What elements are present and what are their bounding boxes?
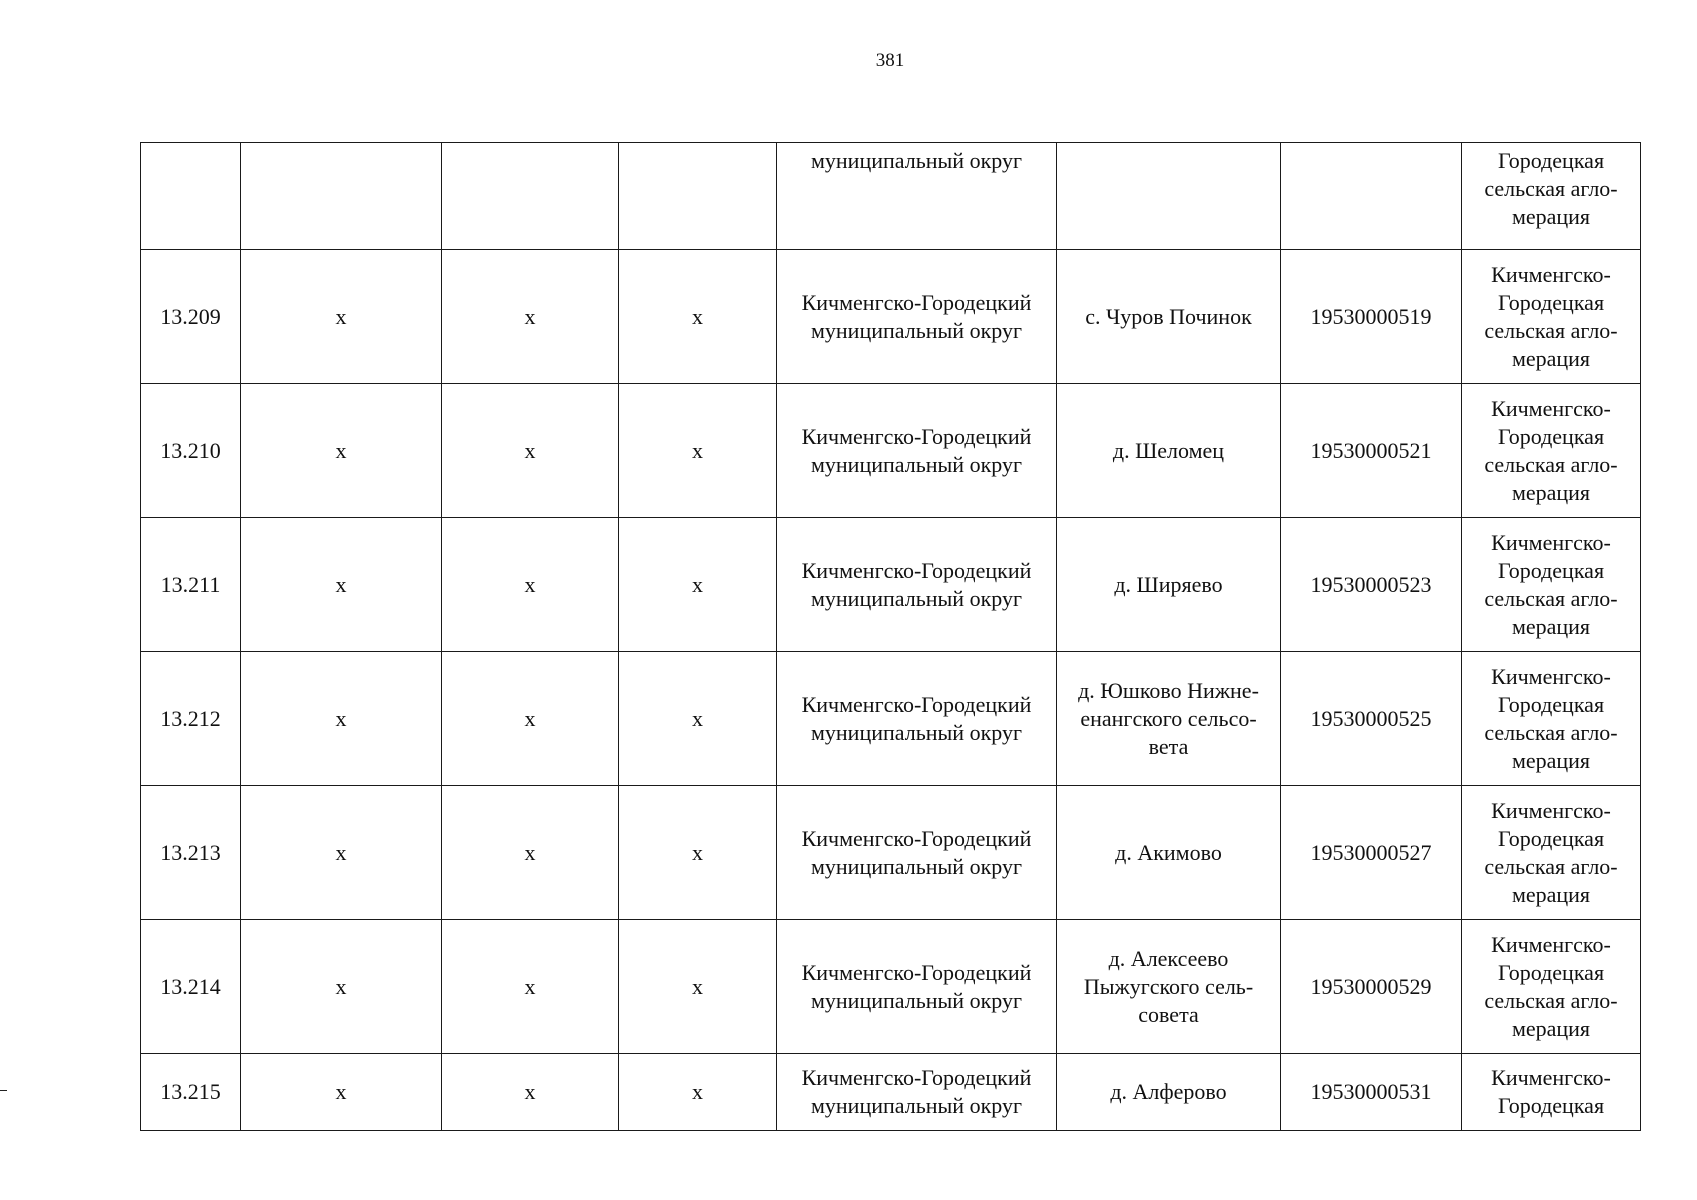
- table-row: [141, 250, 1641, 384]
- cell-locality: [1057, 786, 1281, 920]
- locality-line: д. Юшково Нижне-: [1078, 677, 1259, 703]
- district-line: муниципальный округ: [810, 719, 1022, 745]
- cell-locality: [1057, 143, 1281, 250]
- cell-district: [777, 250, 1057, 384]
- agglomeration-line: Кичменгско-: [1491, 797, 1611, 823]
- district-line: Кичменгско-Городецкий: [801, 289, 1032, 315]
- settlements-table: [140, 142, 1641, 1131]
- cell-num: 13.214: [141, 920, 241, 1054]
- agglomeration-line: сельская агло-: [1484, 176, 1618, 201]
- cell-col4: х: [619, 920, 777, 1054]
- agglomeration-line: сельская агло-: [1484, 317, 1618, 343]
- locality-line: д. Акимово: [1115, 839, 1222, 865]
- cell-col2: х: [241, 1054, 442, 1131]
- cell-col2: х: [241, 786, 442, 920]
- cell-agglomeration: [1462, 518, 1641, 652]
- cell-num: 13.215: [141, 1054, 241, 1131]
- cell-district: [777, 1054, 1057, 1131]
- agglomeration-line: Городецкая: [1497, 148, 1605, 173]
- district-line: муниципальный округ: [810, 317, 1022, 343]
- locality-line: д. Алферово: [1110, 1079, 1227, 1104]
- cell-col3: х: [442, 518, 619, 652]
- cell-agglomeration: [1462, 1054, 1641, 1131]
- table-row: [141, 920, 1641, 1054]
- agglomeration-line: Кичменгско-: [1491, 261, 1611, 287]
- district-line: муниципальный округ: [810, 585, 1022, 611]
- agglomeration-line: Городецкая: [1497, 289, 1605, 315]
- cell-col2: х: [241, 250, 442, 384]
- cell-locality: [1057, 652, 1281, 786]
- agglomeration-line: Городецкая: [1497, 691, 1605, 717]
- cell-agglomeration: [1462, 250, 1641, 384]
- agglomeration-line: мерация: [1511, 613, 1591, 639]
- cell-col3: х: [442, 920, 619, 1054]
- agglomeration-line: сельская агло-: [1484, 853, 1618, 879]
- cell-locality: [1057, 920, 1281, 1054]
- cell-col3: [442, 143, 619, 250]
- locality-line: д. Шеломец: [1112, 437, 1225, 463]
- cell-code: 19530000525: [1281, 652, 1462, 786]
- table-row: [141, 652, 1641, 786]
- locality-line: д. Ширяево: [1114, 571, 1223, 597]
- locality-line: Пыжугского сель-: [1083, 973, 1254, 999]
- locality-line: енангского сельсо-: [1080, 705, 1257, 731]
- cell-col3: х: [442, 786, 619, 920]
- agglomeration-line: Городецкая: [1497, 959, 1605, 985]
- cell-code: 19530000523: [1281, 518, 1462, 652]
- district-line: Кичменгско-Городецкий: [801, 423, 1032, 449]
- cell-num: [141, 143, 241, 250]
- cell-col4: х: [619, 652, 777, 786]
- agglomeration-line: мерация: [1511, 345, 1591, 371]
- cell-col3: х: [442, 384, 619, 518]
- cell-col4: х: [619, 1054, 777, 1131]
- district-line: Кичменгско-Городецкий: [801, 959, 1032, 985]
- locality-line: д. Алексеево: [1108, 945, 1229, 971]
- cell-col4: х: [619, 250, 777, 384]
- cell-col2: х: [241, 518, 442, 652]
- cell-col4: х: [619, 786, 777, 920]
- table-row: [141, 786, 1641, 920]
- cell-agglomeration: [1462, 652, 1641, 786]
- district-line: Кичменгско-Городецкий: [801, 825, 1032, 851]
- locality-line: вета: [1148, 733, 1189, 759]
- agglomeration-line: Кичменгско-: [1491, 395, 1611, 421]
- cell-code: 19530000519: [1281, 250, 1462, 384]
- cell-code: 19530000527: [1281, 786, 1462, 920]
- table-row: [141, 384, 1641, 518]
- cell-district: [777, 518, 1057, 652]
- agglomeration-line: сельская агло-: [1484, 585, 1618, 611]
- page-number: 381: [875, 50, 905, 71]
- cell-district: [777, 652, 1057, 786]
- district-line: муниципальный округ: [810, 1093, 1022, 1118]
- cell-agglomeration: [1462, 143, 1641, 250]
- cell-col3: х: [442, 250, 619, 384]
- agglomeration-line: Кичменгско-: [1491, 663, 1611, 689]
- district-line: Кичменгско-Городецкий: [801, 1065, 1032, 1090]
- cell-district: [777, 920, 1057, 1054]
- district-line: муниципальный округ: [810, 853, 1022, 879]
- table-row-continuation: [141, 143, 1641, 250]
- agglomeration-line: Городецкая: [1497, 825, 1605, 851]
- cell-code: 19530000529: [1281, 920, 1462, 1054]
- table-row: [141, 1054, 1641, 1131]
- agglomeration-line: мерация: [1511, 479, 1591, 505]
- cell-col2: х: [241, 652, 442, 786]
- cell-col2: [241, 143, 442, 250]
- cell-code: 19530000531: [1281, 1054, 1462, 1131]
- district-line: муниципальный округ: [810, 987, 1022, 1013]
- locality-line: с. Чуров Починок: [1085, 303, 1252, 329]
- agglomeration-line: сельская агло-: [1484, 451, 1618, 477]
- cell-num: 13.212: [141, 652, 241, 786]
- cell-locality: [1057, 384, 1281, 518]
- agglomeration-line: мерация: [1511, 204, 1591, 229]
- cell-col4: [619, 143, 777, 250]
- cell-code: [1281, 143, 1462, 250]
- agglomeration-line: Кичменгско-: [1491, 931, 1611, 957]
- agglomeration-line: Городецкая: [1497, 1093, 1605, 1118]
- cell-locality: [1057, 1054, 1281, 1131]
- cell-locality: [1057, 518, 1281, 652]
- cell-code: 19530000521: [1281, 384, 1462, 518]
- agglomeration-line: мерация: [1511, 881, 1591, 907]
- cell-agglomeration: [1462, 786, 1641, 920]
- cell-col3: х: [442, 1054, 619, 1131]
- agglomeration-line: Кичменгско-: [1491, 529, 1611, 555]
- cell-locality: [1057, 250, 1281, 384]
- agglomeration-line: Городецкая: [1497, 557, 1605, 583]
- agglomeration-line: мерация: [1511, 747, 1591, 773]
- district-line: муниципальный округ: [810, 451, 1022, 477]
- cell-agglomeration: [1462, 920, 1641, 1054]
- agglomeration-line: мерация: [1511, 1015, 1591, 1041]
- agglomeration-line: сельская агло-: [1484, 987, 1618, 1013]
- agglomeration-line: сельская агло-: [1484, 719, 1618, 745]
- table-body: [141, 143, 1641, 1131]
- agglomeration-line: Городецкая: [1497, 423, 1605, 449]
- cell-col2: х: [241, 384, 442, 518]
- cell-num: 13.209: [141, 250, 241, 384]
- cell-col3: х: [442, 652, 619, 786]
- cell-district: муниципальный округ: [777, 143, 1057, 250]
- cell-num: 13.213: [141, 786, 241, 920]
- table-row: [141, 518, 1641, 652]
- cell-num: 13.210: [141, 384, 241, 518]
- district-line: Кичменгско-Городецкий: [801, 557, 1032, 583]
- cell-district: [777, 786, 1057, 920]
- cell-col2: х: [241, 920, 442, 1054]
- cell-num: 13.211: [141, 518, 241, 652]
- locality-line: совета: [1138, 1001, 1199, 1027]
- agglomeration-line: Кичменгско-: [1491, 1065, 1611, 1090]
- cell-col4: х: [619, 518, 777, 652]
- cell-district: [777, 384, 1057, 518]
- cell-col4: х: [619, 384, 777, 518]
- cell-agglomeration: [1462, 384, 1641, 518]
- margin-mark: [0, 1090, 7, 1091]
- district-line: Кичменгско-Городецкий: [801, 691, 1032, 717]
